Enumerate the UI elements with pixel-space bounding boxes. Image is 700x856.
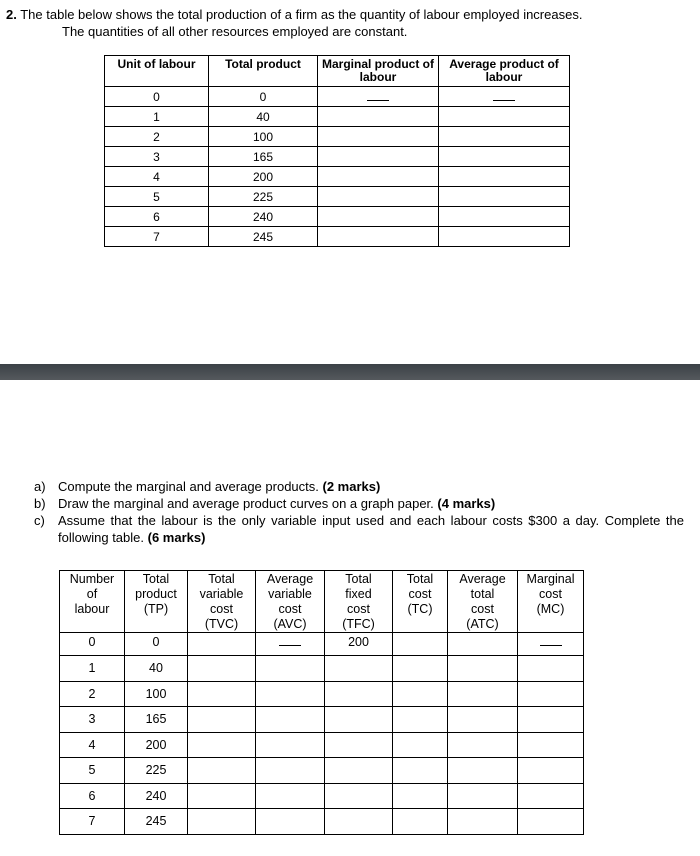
header-marginal-product: Marginal product of labour <box>318 56 439 87</box>
table-row: 5 225 <box>60 758 584 784</box>
question-number: 2. <box>6 7 17 22</box>
header-unit-of-labour: Unit of labour <box>105 56 209 87</box>
blank-dash <box>518 633 584 656</box>
table-row: 6 240 <box>60 783 584 809</box>
production-table <box>104 55 570 247</box>
question-line-2: The quantities of all other resources employed are constant. <box>62 24 408 39</box>
header-tfc: Total fixed cost (TFC) <box>325 571 393 633</box>
table-row: 2 100 <box>60 681 584 707</box>
table-row: 7 245 <box>60 809 584 835</box>
table-row: 3 165 <box>105 147 570 167</box>
table-row: 0 0 200 <box>60 633 584 656</box>
blank-dash <box>439 87 570 107</box>
table-row: 1 40 <box>60 656 584 682</box>
header-total-product: Total product <box>209 56 318 87</box>
table-row: 3 165 <box>60 707 584 733</box>
question-heading <box>6 6 582 23</box>
blank-dash <box>318 87 439 107</box>
table-row: 1 40 <box>105 107 570 127</box>
part-b: b) Draw the marginal and average product curves on a graph paper. (4 marks) <box>34 496 496 511</box>
question-line-1: The table below shows the total production of a firm as the quantity of labour employed increases. <box>20 7 583 22</box>
part-c: c) Assume that the labour is the only variable input used and each labour costs $300 a day. Complete the following table. (6 marks) <box>34 513 684 545</box>
table-row: 4 200 <box>105 167 570 187</box>
header-mc: Marginal cost (MC) <box>518 571 584 633</box>
part-a: a) Compute the marginal and average products. (2 marks) <box>34 479 381 494</box>
header-average-product: Average product of labour <box>439 56 570 87</box>
question-parts <box>34 478 684 546</box>
header-tc: Total cost (TC) <box>393 571 448 633</box>
table-row: 7 245 <box>105 227 570 247</box>
cost-table <box>59 570 584 835</box>
header-tvc: Total variable cost (TVC) <box>188 571 256 633</box>
header-number-of-labour: Number of labour <box>60 571 125 633</box>
header-atc: Average total cost (ATC) <box>448 571 518 633</box>
table-row: 4 200 <box>60 732 584 758</box>
table-row: 5 225 <box>105 187 570 207</box>
blank-dash <box>256 633 325 656</box>
table-row: 0 0 <box>105 87 570 107</box>
page-divider <box>0 364 700 380</box>
table-row: 2 100 <box>105 127 570 147</box>
header-total-product: Total product (TP) <box>125 571 188 633</box>
table-row: 6 240 <box>105 207 570 227</box>
header-avc: Average variable cost (AVC) <box>256 571 325 633</box>
